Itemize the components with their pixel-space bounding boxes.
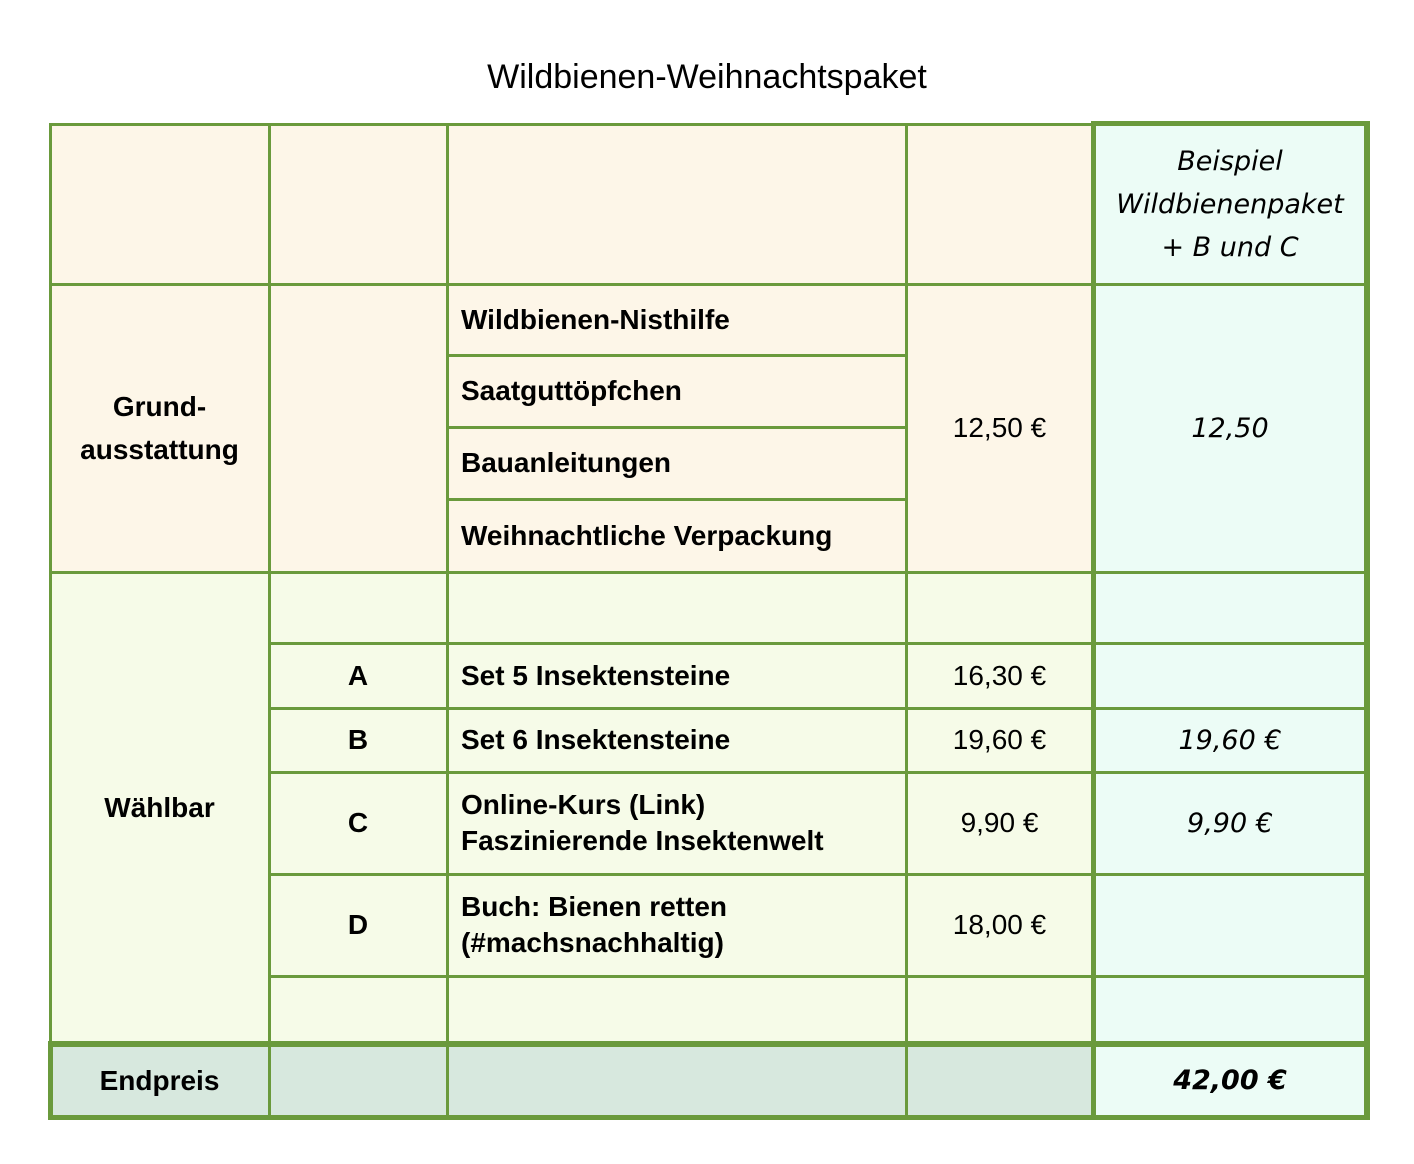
option-b-item: Set 6 Insektensteine [447, 708, 906, 772]
option-d-example [1093, 874, 1367, 976]
option-b-example: 19,60 € [1093, 708, 1367, 772]
option-d-price: 18,00 € [906, 874, 1093, 976]
option-b-letter: B [269, 708, 447, 772]
option-d-item-line-2: (#machsnachhaltig) [461, 927, 724, 958]
option-d-item [447, 874, 906, 976]
base-example-value: 12,50 [1093, 284, 1367, 572]
grid-line [269, 642, 1367, 645]
example-column-border [1091, 121, 1096, 1119]
grid-line [49, 571, 1367, 574]
option-b-price: 19,60 € [906, 708, 1093, 772]
grid-line [269, 873, 1367, 876]
grid-line [447, 426, 907, 429]
grid-line [49, 123, 52, 1119]
optional-blank-top-letter [269, 572, 447, 643]
option-c-item [447, 772, 906, 874]
header-cell-3 [447, 124, 906, 284]
total-cell-3 [447, 1044, 906, 1117]
grid-line [447, 354, 907, 357]
example-header-line-2: Wildbienenpaket [1116, 188, 1344, 220]
total-row-border [48, 1041, 53, 1120]
option-c-price: 9,90 € [906, 772, 1093, 874]
optional-blank-top-example [1093, 572, 1367, 643]
example-column-border [1365, 121, 1370, 1119]
header-cell-4 [906, 124, 1093, 284]
grid-line [49, 283, 1367, 286]
option-c-letter: C [269, 772, 447, 874]
grid-line [446, 123, 449, 1119]
optional-blank-top-item [447, 572, 906, 643]
optional-blank-bottom-example [1093, 976, 1367, 1044]
header-cell-1 [50, 124, 269, 284]
example-header-line-1: Beispiel [1177, 145, 1283, 177]
header-cell-2 [269, 124, 447, 284]
example-header-line-3: + B und C [1161, 231, 1299, 263]
total-row-border [48, 1115, 1370, 1120]
option-a-item: Set 5 Insektensteine [447, 643, 906, 708]
optional-blank-bottom-letter [269, 976, 447, 1044]
base-item-3: Bauanleitungen [447, 427, 906, 499]
option-a-letter: A [269, 643, 447, 708]
option-a-example [1093, 643, 1367, 708]
option-d-letter: D [269, 874, 447, 976]
optional-blank-top-price [906, 572, 1093, 643]
base-letter-cell [269, 284, 447, 572]
base-label-line-2: ausstattung [80, 434, 239, 465]
base-item-2: Saatguttöpfchen [447, 355, 906, 427]
option-c-example: 9,90 € [1093, 772, 1367, 874]
example-column-border [1091, 121, 1370, 126]
example-header [1093, 124, 1367, 284]
base-price: 12,50 € [906, 284, 1093, 572]
grid-line [269, 707, 1367, 710]
optional-blank-bottom-item [447, 976, 906, 1044]
base-item-4: Weihnachtliche Verpackung [447, 499, 906, 572]
page-title: Wildbienen-Weihnachtspaket [487, 58, 927, 96]
base-label [50, 284, 269, 572]
option-c-item-line-1: Online-Kurs (Link) [461, 789, 706, 820]
base-item-1: Wildbienen-Nisthilfe [447, 284, 906, 355]
total-cell-2 [269, 1044, 447, 1117]
grid-line [269, 771, 1367, 774]
optional-blank-bottom-price [906, 976, 1093, 1044]
grid-line [447, 498, 907, 501]
option-c-item-line-2: Faszinierende Insektenwelt [461, 825, 824, 856]
total-cell-4 [906, 1044, 1093, 1117]
total-label: Endpreis [50, 1044, 269, 1117]
grid-line [905, 123, 908, 1119]
option-d-item-line-1: Buch: Bienen retten [461, 891, 728, 922]
total-row-border [48, 1041, 1370, 1047]
total-value: 42,00 € [1093, 1044, 1367, 1117]
base-label-line-1: Grund- [112, 391, 207, 422]
grid-line [268, 123, 271, 1119]
optional-label: Wählbar [50, 572, 269, 1044]
option-a-price: 16,30 € [906, 643, 1093, 708]
grid-line [269, 975, 1367, 978]
